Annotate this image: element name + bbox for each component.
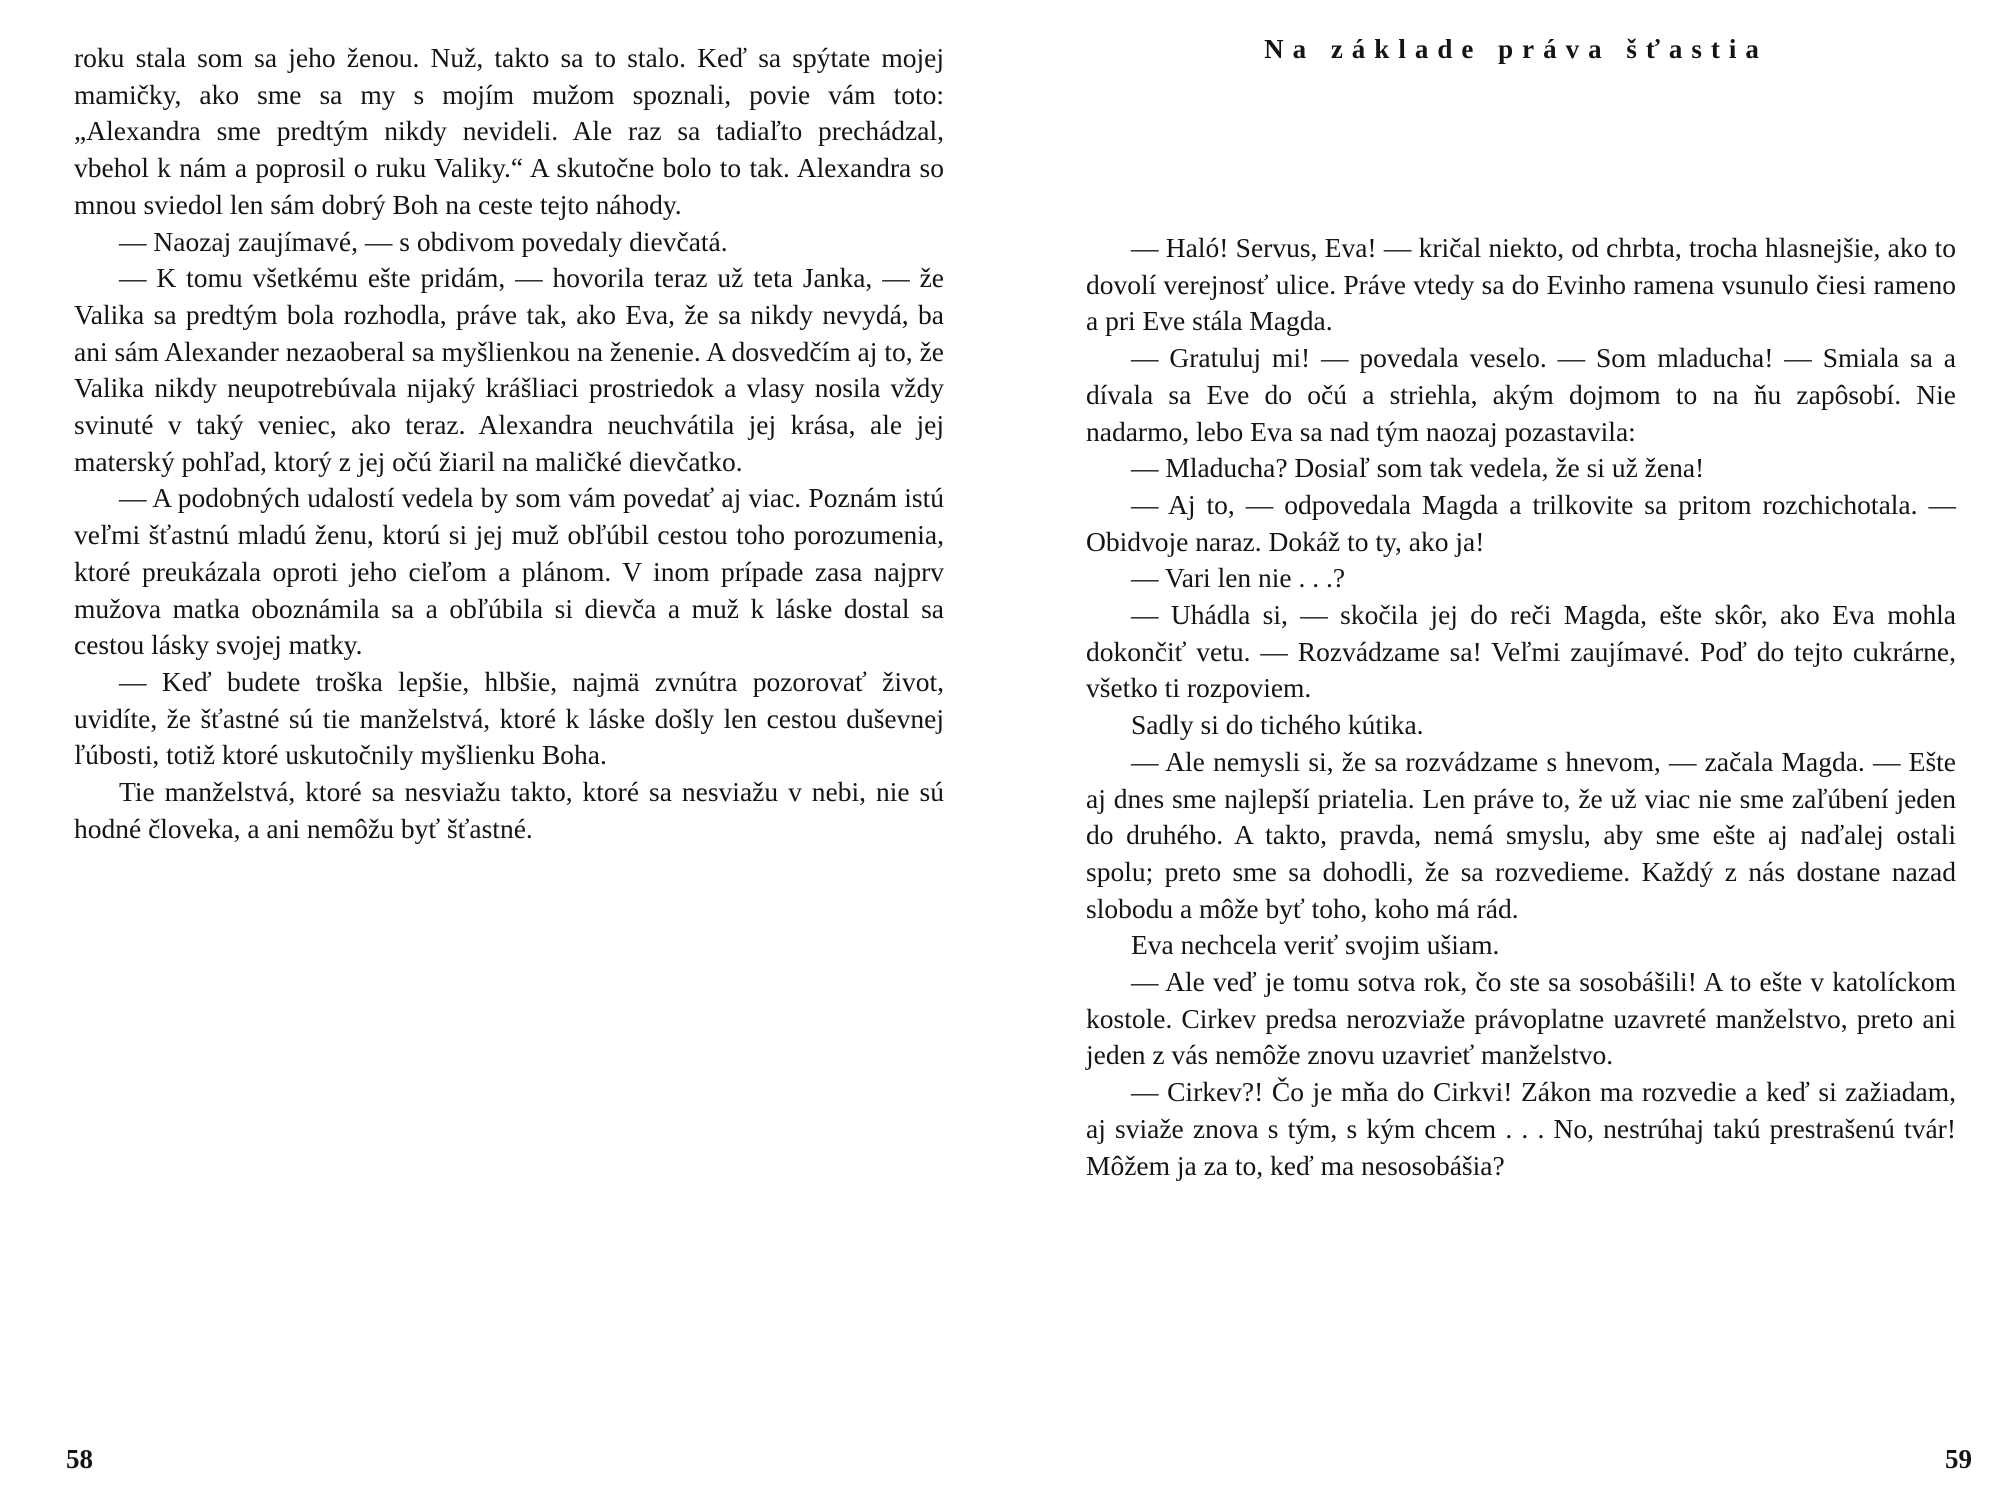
paragraph: — A podobných udalostí vedela by som vám povedať aj viac. Poznám istú veľmi šťastnú mladú ženu, ktorú si jej muž obľúbil cestou toho porozumenia, ktoré preukázala oproti jeho cieľom a plánom. V inom prípade zasa najprv mužova matka oboznámila sa a obľúbila si dievča a muž k láske dostal sa cestou lásky svojej matky. (74, 482, 944, 661)
paragraph: — Ale nemysli si, že sa rozvádzame s hnevom, — začala Magda. — Ešte aj dnes sme najlepší priatelia. Len práve to, že už viac nie sme zaľúbení jeden do druhého. A takto, pravda, nemá smyslu, aby sme ešte aj naďalej ostali spolu; preto sme sa dohodli, že sa rozvedieme. Každý z nás dostane nazad slobodu a môže byť toho, koho má rád. (1086, 745, 1956, 924)
paragraph: — Aj to, — odpovedala Magda a trilkovite sa pritom rozchichotala. — Obidvoje naraz. Dokáž to ty, ako ja! (1086, 488, 1956, 557)
paragraph: — Ale veď je tomu sotva rok, čo ste sa sosobášili! A to ešte v katolíckom kostole. Cirkev predsa nerozviaže právoplatne uzavreté manželstvo, preto ani jeden z vás nemôže znovu uzavrieť manželstvo. (1086, 966, 1956, 1071)
right-page-text (1086, 230, 1956, 1184)
paragraph: — Keď budete troška lepšie, hlbšie, najmä zvnútra pozorovať život, uvidíte, že šťastné sú tie manželstvá, ktoré k láske došly len cestou duševnej ľúbosti, totiž ktoré uskutočnily myšlienku Boha. (74, 665, 944, 771)
page-number: 58 (66, 1444, 93, 1474)
paragraph: — K tomu všetkému ešte pridám, — hovorila teraz už teta Janka, — že Valika sa predtým bola rozhodla, práve tak, ako Eva, že sa nikdy nevydá, ba ani sám Alexander nezaoberal sa myšlienkou na ženenie. A dosvedčím aj to, že Valika nikdy neupotrebúvala nijaký krášliaci prostriedok a vlasy nosila vždy svinuté v taký veniec, ako teraz. Alexandra neuchvátila jej krása, ale jej materský pohľad, ktorý z jej očú žiaril na maličké dievčatko. (74, 262, 944, 477)
left-page-text (74, 40, 944, 847)
paragraph: roku stala som sa jeho ženou. Nuž, takto sa to stalo. Keď sa spýtate mojej mamičky, ako sme sa my s mojím mužom spoznali, povie vám toto: „Alexandra sme predtým nikdy nevideli. Ale raz sa tadiaľto prechádzal, vbehol k nám a poprosil o ruku Valiky.“ A skutočne bolo to tak. Alexandra so mnou sviedol len sám dobrý Boh na ceste tejto náhody. (74, 42, 944, 220)
paragraph: Eva nechcela veriť svojim ušiam. (1131, 929, 1500, 961)
paragraph: — Mladucha? Dosiaľ som tak vedela, že si už žena! (1131, 452, 1705, 484)
page-number: 59 (1945, 1444, 1972, 1474)
running-head: Na základe práva šťastia (1264, 34, 1768, 64)
right-page (1006, 0, 2012, 1500)
paragraph: — Gratuluj mi! — povedala veselo. — Som mladucha! — Smiala sa a dívala sa Eve do očú a striehla, akým dojmom to na ňu zapôsobí. Nie nadarmo, lebo Eva sa nad tým naozaj pozastavila: (1086, 342, 1956, 447)
paragraph: — Uhádla si, — skočila jej do reči Magda, ešte skôr, ako Eva mohla dokončiť vetu. — Rozvádzame sa! Veľmi zaujímavé. Poď do tejto cukrárne, všetko ti rozpoviem. (1086, 599, 1956, 704)
paragraph: Tie manželstvá, ktoré sa nesviažu takto, ktoré sa nesviažu v nebi, nie sú hodné človeka, a ani nemôžu byť šťastné. (74, 776, 944, 844)
paragraph: Sadly si do tichého kútika. (1131, 709, 1424, 741)
paragraph: — Naozaj zaujímavé, — s obdivom povedaly dievčatá. (119, 225, 728, 257)
paragraph: — Cirkev?! Čo je mňa do Cirkvi! Zákon ma rozvedie a keď si zažiadam, aj sviaže znova s tým, s kým chcem . . . No, nestrúhaj takú prestrašenú tvár! Môžem ja za to, keď ma nesosobášia? (1086, 1076, 1956, 1181)
paragraph: — Haló! Servus, Eva! — kričal niekto, od chrbta, trocha hlasnejšie, ako to dovolí verejnosť ulice. Práve vtedy sa do Evinho ramena vsunulo čiesi rameno a pri Eve stála Magda. (1086, 232, 1956, 337)
paragraph: — Vari len nie . . .? (1131, 562, 1346, 594)
